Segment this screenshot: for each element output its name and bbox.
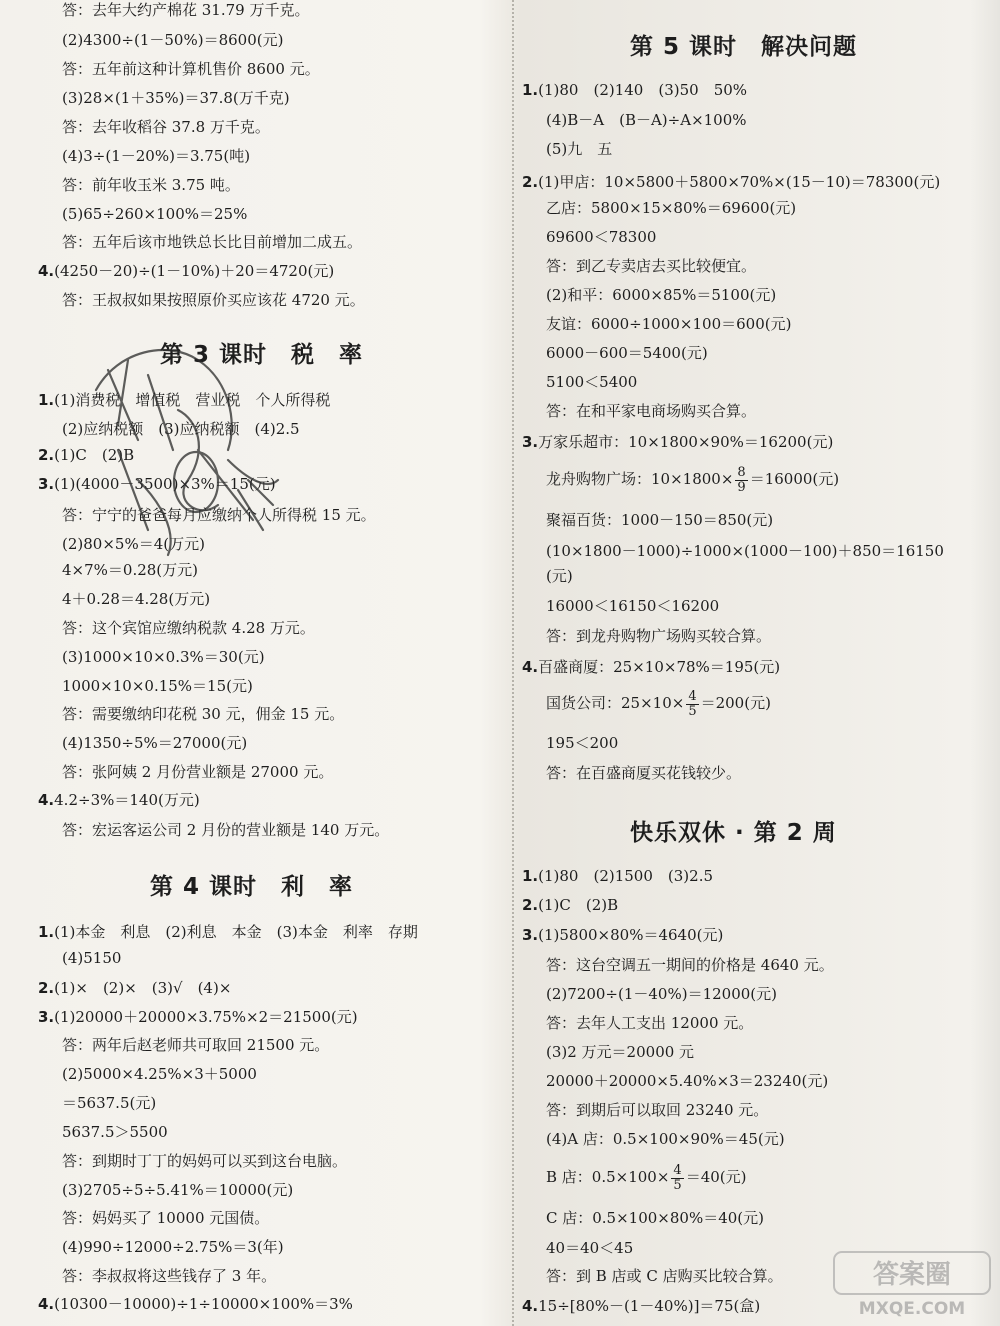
text-line: 答：张阿姨 2 月份营业额是 27000 元。 [62, 763, 334, 781]
text-line: 69600＜78300 [546, 228, 657, 246]
fraction-prefix: B 店：0.5×100× [546, 1168, 670, 1186]
text-line: 4＋0.28＝4.28(万元) [62, 590, 211, 608]
text-line: 195＜200 [546, 734, 619, 752]
question-number: 1. [38, 923, 55, 941]
text-line: 乙店：5800×15×80%＝69600(元) [546, 199, 797, 217]
fraction-denominator: 5 [673, 1177, 682, 1193]
question-text: (1)(4000－3500)×3%＝15(元) [54, 475, 276, 493]
fraction [735, 466, 747, 495]
section-heading: 第 5 课时 解决问题 [630, 34, 858, 60]
text-line: (3)2 万元＝20000 元 [546, 1043, 695, 1061]
text-line: 答：李叔叔将这些钱存了 3 年。 [62, 1267, 277, 1285]
text-line: (3)2705÷5÷5.41%＝10000(元) [62, 1181, 294, 1199]
text-line: (2)应纳税额 (3)应纳税额 (4)2.5 [62, 420, 300, 438]
text-line: 1000×10×0.15%＝15(元) [62, 677, 253, 695]
fraction-prefix: 龙舟购物广场：10×1800× [546, 470, 734, 488]
text-line: (2)80×5%＝4(万元) [62, 535, 205, 553]
text-line: 答：在百盛商厦买花钱较少。 [546, 764, 742, 782]
text-line: (5)65÷260×100%＝25% [62, 205, 248, 223]
text-line: (元) [546, 567, 573, 585]
section-heading: 第 4 课时 利 率 [150, 874, 354, 900]
question-number: 1. [522, 81, 539, 99]
text-line: (4)990÷12000÷2.75%＝3(年) [62, 1238, 284, 1256]
question-text: (1)80 (2)140 (3)50 50% [538, 81, 748, 99]
question-line [522, 657, 780, 677]
text-line: 答：五年后该市地铁总长比目前增加二成五。 [62, 233, 363, 251]
question-line [38, 790, 200, 810]
text-line: (10×1800－1000)÷1000×(1000－100)＋850＝16150 [546, 542, 944, 560]
section-heading: 第 3 课时 税 率 [160, 342, 364, 368]
question-number: 4. [38, 262, 55, 280]
text-line: 4×7%＝0.28(万元) [62, 561, 199, 579]
question-line [522, 172, 940, 192]
text-line: (2)和平：6000×85%＝5100(元) [546, 286, 777, 304]
text-line: C 店：0.5×100×80%＝40(元) [546, 1209, 764, 1227]
question-line [38, 1294, 353, 1314]
watermark-logo [832, 1250, 992, 1320]
question-number: 1. [38, 391, 55, 409]
fraction-line [522, 1160, 747, 1194]
fraction [686, 690, 698, 719]
question-line [38, 922, 418, 942]
page-edge-shadow [970, 0, 1000, 1326]
fraction-line [522, 686, 771, 720]
text-line: 答：五年前这种计算机售价 8600 元。 [62, 60, 320, 78]
fraction-denominator: 5 [688, 703, 697, 719]
text-line: 答：在和平家电商场购买合算。 [546, 402, 757, 420]
question-text: (1)C (2)B [54, 446, 135, 464]
text-line: 答：到龙舟购物广场购买较合算。 [546, 627, 772, 645]
text-line: 答：这台空调五一期间的价格是 4640 元。 [546, 956, 834, 974]
question-number: 3. [38, 475, 55, 493]
text-line: 答：到 B 店或 C 店购买比较合算。 [546, 1267, 783, 1285]
watermark-title: 答案圈 [872, 1260, 952, 1290]
question-number: 2. [522, 896, 539, 914]
text-line: 答：需要缴纳印花税 30 元，佣金 15 元。 [62, 705, 345, 723]
question-text: (1)消费税 增值税 营业税 个人所得税 [54, 391, 331, 409]
question-number: 2. [522, 173, 539, 191]
question-line [38, 261, 334, 281]
question-line [38, 978, 231, 998]
text-line: 16000＜16150＜16200 [546, 597, 720, 615]
text-line: 答：到期后可以取回 23240 元。 [546, 1101, 769, 1119]
question-line [522, 925, 723, 945]
text-line: 答：两年后赵老师共可取回 21500 元。 [62, 1036, 330, 1054]
question-number: 3. [522, 926, 539, 944]
text-line: 答：到期时丁丁的妈妈可以买到这台电脑。 [62, 1152, 348, 1170]
question-number: 2. [38, 446, 55, 464]
text-line: ＝5637.5(元) [62, 1094, 157, 1112]
text-line: 答：这个宾馆应缴纳税款 4.28 万元。 [62, 619, 315, 637]
fraction [671, 1164, 683, 1193]
text-line: 答：妈妈买了 10000 元国债。 [62, 1209, 270, 1227]
text-line: 答：去年大约产棉花 31.79 万千克。 [62, 1, 310, 19]
question-number: 4. [38, 1295, 55, 1313]
text-line: (4)B－A (B－A)÷A×100% [546, 111, 747, 129]
text-line: 答：宏运客运公司 2 月份的营业额是 140 万元。 [62, 821, 390, 839]
section-heading: 快乐双休 · 第 2 周 [630, 820, 837, 846]
text-line: 答：去年收稻谷 37.8 万千克。 [62, 118, 270, 136]
text-line: 5637.5＞5500 [62, 1123, 168, 1141]
question-line [522, 895, 618, 915]
text-line: (2)7200÷(1－40%)＝12000(元) [546, 985, 777, 1003]
watermark-url: MXQE.COM [858, 1299, 966, 1319]
question-line [522, 80, 747, 100]
text-line: 友谊：6000÷1000×100＝600(元) [546, 315, 792, 333]
question-number: 2. [38, 979, 55, 997]
text-line: 聚福百货：1000－150＝850(元) [546, 511, 774, 529]
text-line: 20000＋20000×5.40%×3＝23240(元) [546, 1072, 829, 1090]
question-number: 4. [522, 658, 539, 676]
question-text: (1)C (2)B [538, 896, 619, 914]
question-text: 15÷[80%－(1－40%)]＝75(盒) [538, 1297, 761, 1315]
fraction-numerator: 4 [673, 1162, 682, 1178]
question-text: (1)20000＋20000×3.75%×2＝21500(元) [54, 1008, 358, 1026]
text-line: 6000－600＝5400(元) [546, 344, 708, 362]
text-line: 答：前年收玉米 3.75 吨。 [62, 176, 240, 194]
question-line [522, 866, 713, 886]
question-text: 万家乐超市：10×1800×90%＝16200(元) [538, 433, 834, 451]
question-line [522, 1296, 760, 1316]
fraction-line [522, 462, 839, 496]
text-line: (5)九 五 [546, 140, 613, 158]
text-line: 40＝40＜45 [546, 1239, 634, 1257]
question-text: (4250－20)÷(1－10%)＋20＝4720(元) [54, 262, 335, 280]
text-line: 答：王叔叔如果按照原价买应该花 4720 元。 [62, 291, 365, 309]
fraction-suffix: ＝40(元) [685, 1168, 747, 1186]
fraction-numerator: 4 [688, 688, 697, 704]
text-line: (3)28×(1＋35%)＝37.8(万千克) [62, 89, 290, 107]
fraction-numerator: 8 [737, 464, 746, 480]
column-divider [512, 0, 515, 1326]
text-line: 答：到乙专卖店去买比较便宜。 [546, 257, 757, 275]
question-number: 4. [522, 1297, 539, 1315]
question-text: (10300－10000)÷1÷10000×100%＝3% [54, 1295, 353, 1313]
text-line: (4)A 店：0.5×100×90%＝45(元) [546, 1130, 785, 1148]
question-text: (1)本金 利息 (2)利息 本金 (3)本金 利率 存期 [54, 923, 418, 941]
ink-stamp-mark [78, 330, 288, 560]
text-line: 答：宁宁的爸爸每月应缴纳个人所得税 15 元。 [62, 506, 376, 524]
text-line: 5100＜5400 [546, 373, 638, 391]
fraction-suffix: ＝16000(元) [749, 470, 840, 488]
text-line: 答：去年人工支出 12000 元。 [546, 1014, 754, 1032]
question-text: 百盛商厦：25×10×78%＝195(元) [538, 658, 781, 676]
question-number: 4. [38, 791, 55, 809]
question-text: (1)5800×80%＝4640(元) [538, 926, 724, 944]
question-line [522, 432, 833, 452]
fraction-prefix: 国货公司：25×10× [546, 694, 685, 712]
question-line [38, 1007, 358, 1027]
text-line: (3)1000×10×0.3%＝30(元) [62, 648, 265, 666]
question-text: 4.2÷3%＝140(万元) [54, 791, 200, 809]
fraction-suffix: ＝200(元) [700, 694, 771, 712]
text-line: (4)5150 [62, 949, 122, 967]
question-number: 1. [522, 867, 539, 885]
fraction-denominator: 9 [737, 479, 746, 495]
question-text: (1)× (2)× (3)√ (4)× [54, 979, 232, 997]
question-number: 3. [522, 433, 539, 451]
text-line: (2)5000×4.25%×3＋5000 [62, 1065, 257, 1083]
question-number: 3. [38, 1008, 55, 1026]
question-text: (1)甲店：10×5800＋5800×70%×(15－10)＝78300(元) [538, 173, 941, 191]
text-line: (4)1350÷5%＝27000(元) [62, 734, 248, 752]
question-text: (1)80 (2)1500 (3)2.5 [538, 867, 713, 885]
text-line: (2)4300÷(1－50%)＝8600(元) [62, 31, 284, 49]
text-line: (4)3÷(1－20%)＝3.75(吨) [62, 147, 251, 165]
